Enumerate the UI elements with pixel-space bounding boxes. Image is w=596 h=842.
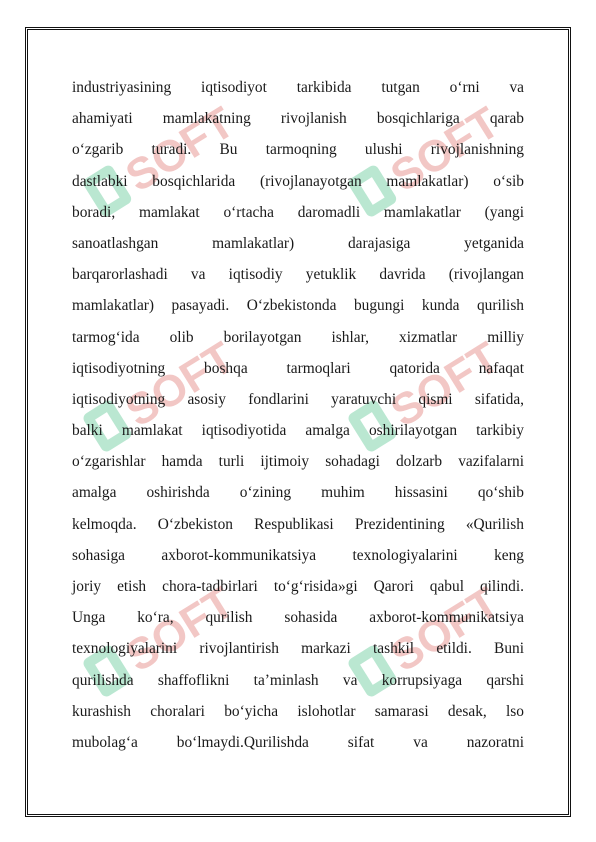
text-line: boradi, mamlakat o‘rtacha daromadli mamlakatlar (yangi	[72, 203, 524, 221]
text-line: sanoatlashgan mamlakatlar) darajasiga yetganida	[72, 234, 524, 252]
svg-text:SOFT: SOFT	[117, 577, 243, 682]
text-line: o‘zgarib turadi. Bu tarmoqning ulushi rivojlanishning	[72, 141, 524, 159]
text-line: texnologiyalarini rivojlantirish markazi tashkil etildi. Buni	[72, 640, 524, 658]
svg-text:SOFT: SOFT	[382, 332, 508, 437]
svg-text:SOFT: SOFT	[382, 577, 508, 682]
body-text	[72, 72, 524, 758]
text-line: mubolag‘a bo‘lmaydi.Qurilishda sifat va nazoratni	[72, 733, 524, 751]
text-line: o‘zgarishlar hamda turli ijtimoiy sohadagi dolzarb vazifalarni	[72, 453, 524, 471]
text-line: dastlabki bosqichlarida (rivojlanayotgan mamlakatlar) o‘sib	[72, 172, 524, 190]
text-line: iqtisodiyotning asosiy fondlarini yaratuvchi qismi sifatida,	[72, 390, 524, 408]
text-line: kurashish choralari bo‘yicha islohotlar samarasi desak, lso	[72, 702, 524, 720]
text-line: tarmog‘ida olib borilayotgan ishlar, xizmatlar milliy	[72, 328, 524, 346]
text-line: kelmoqda. O‘zbekiston Respublikasi Prezidentining «Qurilish	[72, 515, 524, 533]
svg-text:SOFT: SOFT	[117, 332, 243, 437]
text-line: qurilishda shaffoflikni ta’minlash va korrupsiyaga qarshi	[72, 671, 524, 689]
svg-text:SOFT: SOFT	[382, 97, 508, 202]
text-line: mamlakatlar) pasayadi. O‘zbekistonda bugungi kunda qurilish	[72, 297, 524, 315]
text-line: iqtisodiyotning boshqa tarmoqlari qatorida nafaqat	[72, 359, 524, 377]
text-line: sohasiga axborot-kommunikatsiya texnologiyalarini keng	[72, 546, 524, 564]
svg-text:SOFT: SOFT	[117, 97, 243, 202]
text-line: industriyasining iqtisodiyot tarkibida tutgan o‘rni va	[72, 79, 524, 96]
text-line: ahamiyati mamlakatning rivojlanish bosqichlariga qarab	[72, 110, 524, 128]
text-line: joriy etish chora-tadbirlari to‘g‘risida»gi Qarori qabul qilindi.	[72, 578, 524, 595]
text-line: Unga ko‘ra, qurilish sohasida axborot-kommunikatsiya	[72, 609, 524, 627]
text-line: balki mamlakat iqtisodiyotida amalga oshirilayotgan tarkibiy	[72, 422, 524, 440]
text-line: amalga oshirishda o‘zining muhim hissasini qo‘shib	[72, 484, 524, 502]
text-line: barqarorlashadi va iqtisodiy yetuklik davrida (rivojlangan	[72, 266, 524, 284]
